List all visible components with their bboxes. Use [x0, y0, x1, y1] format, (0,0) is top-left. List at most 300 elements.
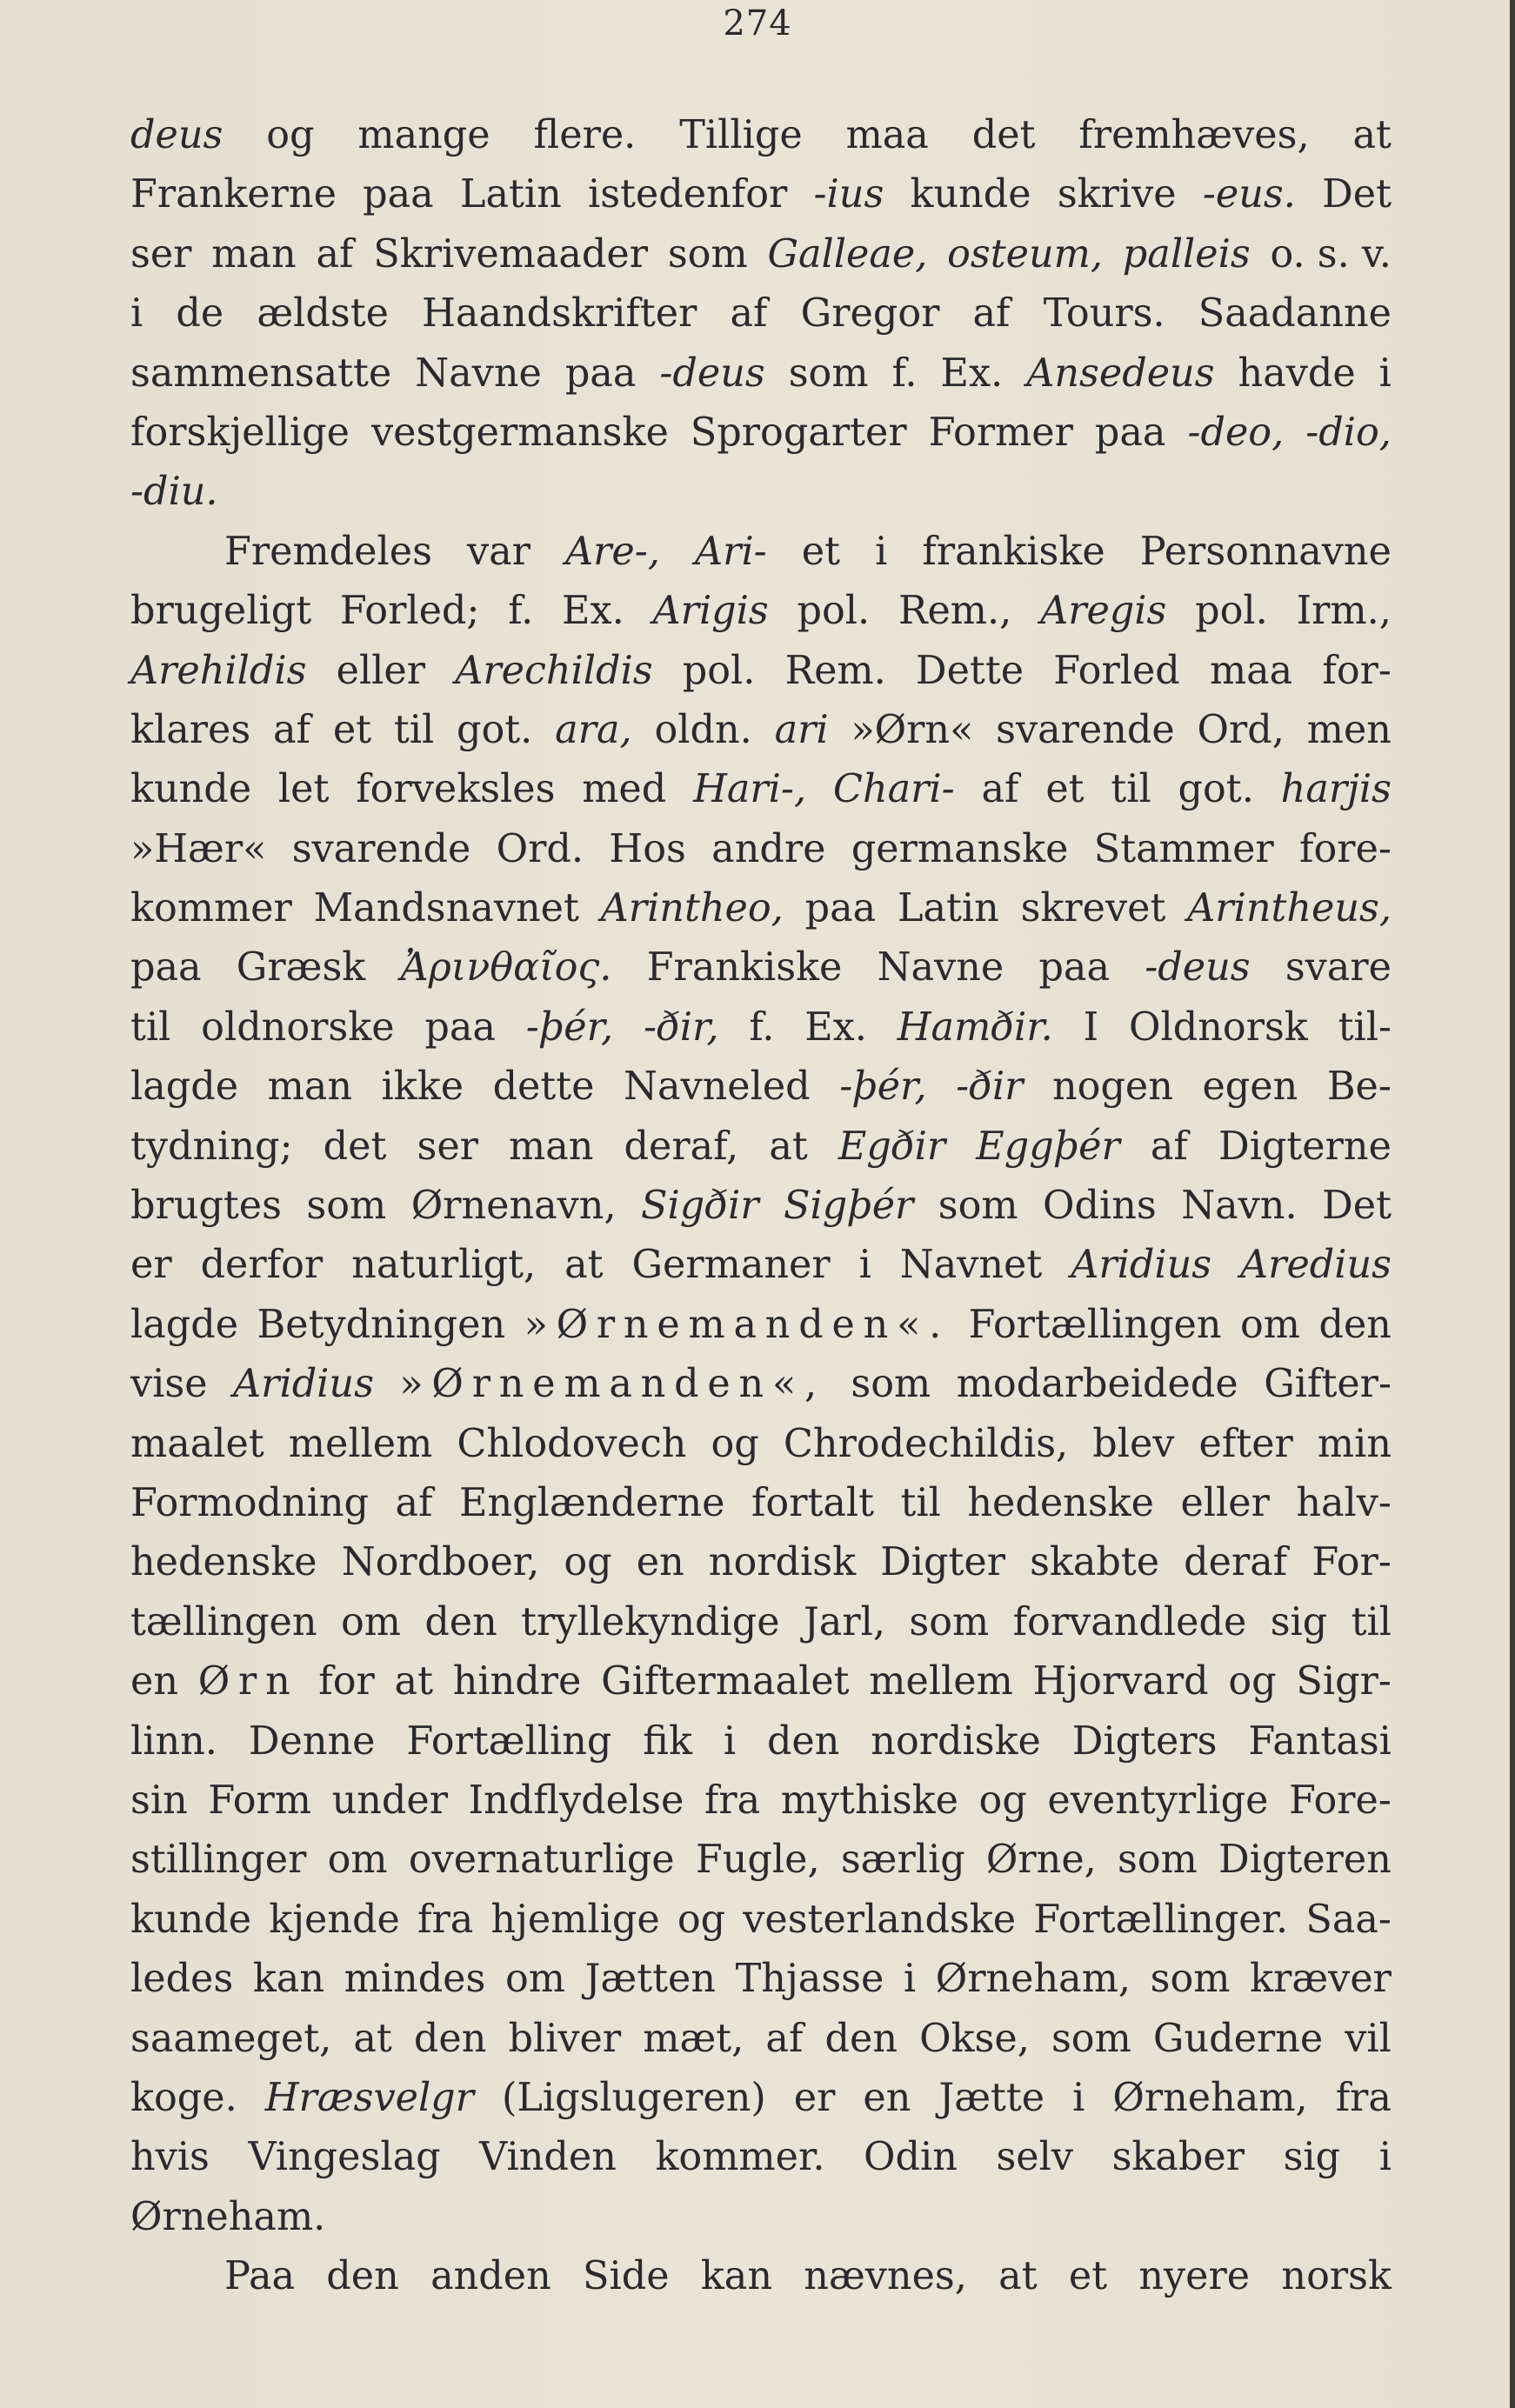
word: at — [769, 1124, 808, 1169]
word: nogen — [1052, 1064, 1173, 1110]
word: Irm., — [1296, 589, 1392, 634]
word: og — [564, 1540, 612, 1585]
word: Chari- — [832, 767, 955, 812]
word: var — [466, 529, 531, 574]
word: Haandskrifter — [422, 291, 697, 337]
word: klares — [130, 707, 251, 752]
word: paa — [130, 945, 202, 991]
word: om — [340, 1599, 401, 1644]
word: (Ligslugeren) — [501, 2075, 766, 2120]
word: Navne — [415, 350, 542, 396]
text-line — [130, 1296, 1392, 1355]
word: pol. — [797, 589, 871, 634]
word: norsk — [1281, 2254, 1392, 2299]
word: paa — [1094, 410, 1166, 455]
word: Fore- — [1289, 1778, 1392, 1823]
word: -dio, — [1305, 410, 1392, 455]
word: en — [863, 2075, 911, 2120]
text-line — [130, 879, 1392, 938]
text-line — [130, 2188, 1392, 2247]
word: svarende — [996, 707, 1175, 752]
word: Fantasi — [1248, 1718, 1392, 1764]
word: at — [394, 1659, 433, 1704]
word: got. — [457, 707, 533, 752]
word: Form — [208, 1778, 311, 1823]
word: til — [393, 707, 435, 752]
word: pol. — [1195, 589, 1268, 634]
word: Gregor — [800, 291, 940, 337]
word: Ord, — [1197, 707, 1285, 752]
word: sin — [130, 1778, 188, 1823]
word: efter — [1198, 1421, 1293, 1466]
word: af — [972, 291, 1011, 337]
word: af — [730, 291, 768, 337]
word: Ord. — [496, 826, 584, 871]
word: Fortællingen — [968, 1302, 1222, 1347]
word: deraf, — [624, 1124, 739, 1169]
text-line — [130, 225, 1392, 284]
text-line — [130, 760, 1392, 819]
word: halv- — [1296, 1480, 1392, 1525]
word: nordiske — [871, 1718, 1041, 1764]
word: Ex. — [804, 1004, 867, 1050]
word: det — [323, 1124, 387, 1169]
word: mindes — [344, 1957, 486, 2002]
word: den — [824, 2016, 898, 2061]
word: Guderne — [1152, 2016, 1324, 2061]
word: Jarl, — [803, 1599, 885, 1644]
word: -deus — [659, 350, 765, 396]
word: selv — [996, 2135, 1074, 2180]
word: som — [851, 1362, 931, 1407]
word: fik — [643, 1718, 692, 1764]
word: fore- — [1299, 826, 1392, 871]
word: egen — [1202, 1064, 1298, 1110]
word: skrive — [1057, 172, 1177, 217]
text-line — [130, 998, 1392, 1057]
word: o. s. v. — [1270, 231, 1392, 277]
word: Fortællinger. — [1033, 1897, 1289, 1942]
word: ældste — [257, 291, 389, 337]
word: Odins — [1043, 1184, 1157, 1229]
word: at — [564, 1243, 604, 1288]
text-line — [130, 1771, 1392, 1831]
text-line — [130, 284, 1392, 344]
word: til — [1111, 767, 1151, 812]
word: til — [130, 1004, 171, 1050]
page-edge-shadow — [1510, 0, 1515, 2408]
text-line — [130, 1117, 1392, 1177]
text-line — [130, 642, 1392, 701]
word: skaber — [1111, 2135, 1245, 2180]
word: -þér, — [839, 1064, 927, 1110]
word: linn. — [130, 1718, 217, 1764]
word: Arechildis — [455, 648, 653, 693]
word: naturligt, — [351, 1243, 537, 1288]
word: et — [1068, 2254, 1108, 2299]
word: derfor — [200, 1243, 324, 1288]
word: som — [1051, 2016, 1131, 2061]
word: Saa- — [1305, 1897, 1392, 1942]
word: nordisk — [708, 1540, 857, 1585]
word: brugtes — [130, 1184, 282, 1229]
word: eller — [336, 648, 426, 693]
word: paa — [1038, 945, 1110, 991]
word: Hari-, — [693, 767, 807, 812]
word: ser — [130, 231, 192, 277]
word: Hamðir. — [897, 1004, 1053, 1050]
word: af — [272, 707, 310, 752]
word: lagde — [130, 1064, 239, 1110]
word: Arehildis — [130, 648, 307, 693]
word: Digteren — [1218, 1838, 1392, 1883]
word: overnaturlige — [408, 1838, 675, 1883]
word: ikke — [381, 1064, 464, 1110]
word: af — [395, 1480, 433, 1525]
text-line — [130, 2247, 1392, 2306]
text-line — [130, 938, 1392, 997]
text-line — [130, 820, 1392, 879]
word: Saadanne — [1198, 291, 1392, 337]
word: i — [1378, 2135, 1392, 2180]
word: Det — [1322, 1184, 1392, 1229]
word: i — [903, 1957, 917, 2002]
word: frankiske — [922, 529, 1105, 574]
word: -deus — [1145, 945, 1251, 991]
word: »Ørn« — [851, 707, 974, 752]
word: Hræsvelgr — [264, 2075, 474, 2120]
word: maa — [845, 113, 929, 157]
word: og — [266, 113, 315, 157]
word: Vinden — [479, 2135, 617, 2180]
word: skrevet — [1020, 886, 1166, 931]
text-line — [130, 106, 1392, 165]
word: kommer — [130, 886, 292, 931]
word: Thjasse — [735, 1957, 884, 2002]
word: -ius — [813, 172, 884, 217]
word: stillinger — [130, 1838, 307, 1883]
word: om — [327, 1838, 388, 1883]
text-line — [130, 523, 1392, 582]
word: skabte — [1030, 1540, 1160, 1585]
word: -deo, — [1187, 410, 1285, 455]
word: Rem. — [784, 648, 886, 693]
word: paa — [804, 886, 877, 931]
word: ari — [774, 707, 829, 752]
word: bliver — [508, 2016, 622, 2061]
word: Germaner — [631, 1243, 831, 1288]
word: Tours. — [1043, 291, 1165, 337]
word: Mandsnavnet — [313, 886, 579, 931]
word: af — [316, 231, 354, 277]
text-line — [130, 1057, 1392, 1117]
word: Aridius — [1071, 1243, 1212, 1288]
word: tællingen — [130, 1599, 317, 1644]
word: hedenske — [130, 1540, 317, 1585]
word: Navnet — [899, 1243, 1043, 1288]
word: koge. — [130, 2075, 237, 2120]
word: i — [858, 1243, 871, 1288]
word: til- — [1338, 1004, 1392, 1050]
text-line — [130, 1474, 1392, 1533]
word: kunde — [130, 767, 252, 812]
word: Hos — [609, 826, 686, 871]
word: et — [332, 707, 372, 752]
word: Formodning — [130, 1480, 370, 1525]
word: Rem., — [898, 589, 1012, 634]
word: eller — [1180, 1480, 1270, 1525]
word: om — [1240, 1302, 1301, 1347]
word: for- — [1322, 648, 1392, 693]
word: kunde — [130, 1897, 252, 1942]
word: og — [978, 1778, 1027, 1823]
word: man — [211, 231, 297, 277]
word: havde — [1238, 350, 1356, 396]
word: palleis — [1122, 231, 1251, 277]
text-line — [130, 1177, 1392, 1236]
word: Jætte — [938, 2075, 1045, 2120]
word: Denne — [248, 1718, 376, 1764]
word: et — [801, 529, 841, 574]
word: som — [788, 350, 869, 396]
word: Englænderne — [459, 1480, 725, 1525]
word: Vingeslag — [248, 2135, 441, 2180]
word: kræver — [1250, 1957, 1392, 2002]
word: Navneled — [624, 1064, 811, 1110]
word: og — [1228, 1659, 1277, 1704]
word: Latin — [459, 172, 562, 217]
word: lagde — [130, 1302, 239, 1347]
word: som — [306, 1184, 387, 1229]
word: Skrivemaader — [373, 231, 649, 277]
word: Odin — [864, 2135, 958, 2180]
word: at — [1352, 113, 1392, 157]
word: de — [176, 291, 224, 337]
word: under — [331, 1778, 448, 1823]
word: den — [766, 1718, 840, 1764]
word: mellem — [869, 1659, 1013, 1704]
word: hjemlige — [491, 1897, 660, 1942]
word: sig — [1283, 2135, 1341, 2180]
word: »Ørnemanden«, — [399, 1362, 825, 1407]
word: er — [130, 1243, 172, 1288]
word: om — [504, 1957, 565, 2002]
word: af — [765, 2016, 804, 2061]
word: kan — [252, 1957, 324, 2002]
word: hedenske — [967, 1480, 1154, 1525]
word: Chrodechildis, — [783, 1421, 1069, 1466]
word: man — [267, 1064, 352, 1110]
text-line — [130, 1236, 1392, 1295]
word: Giftermaalet — [601, 1659, 850, 1704]
word: Fortælling — [406, 1718, 612, 1764]
word: i — [875, 529, 888, 574]
word: Sigðir — [641, 1184, 759, 1229]
word: nævnes, — [804, 2254, 967, 2299]
word: Arigis — [652, 589, 769, 634]
word: maa — [1209, 648, 1293, 693]
word: vestgermanske — [370, 410, 669, 455]
word: i — [130, 291, 143, 337]
word: sig — [1270, 1599, 1328, 1644]
word: istedenfor — [587, 172, 788, 217]
word: Det — [1322, 172, 1392, 217]
word: Eggþér — [976, 1124, 1120, 1169]
word: -diu. — [130, 470, 218, 515]
word: f. — [508, 589, 534, 634]
word: vise — [130, 1362, 208, 1407]
word: Chlodovech — [457, 1421, 687, 1466]
word: Arintheus, — [1187, 886, 1392, 931]
word: oldnorske — [201, 1004, 395, 1050]
word: til — [900, 1480, 941, 1525]
word: fra — [417, 1897, 474, 1942]
word: i — [723, 1718, 737, 1764]
word: kunde — [910, 172, 1031, 217]
word: Indflydelse — [468, 1778, 684, 1823]
word: fremhæves, — [1078, 113, 1310, 157]
word: Tillige — [679, 113, 803, 157]
word: den — [413, 2016, 487, 2061]
word: som — [667, 231, 748, 277]
word: som — [938, 1184, 1018, 1229]
word: i — [1378, 350, 1392, 396]
word: Digterne — [1218, 1124, 1392, 1169]
word: forveksles — [356, 767, 556, 812]
word: -ðir, — [643, 1004, 719, 1050]
word: ledes — [130, 1957, 234, 2002]
word: Former — [928, 410, 1073, 455]
word: til — [1351, 1599, 1392, 1644]
word: Sprogarter — [690, 410, 907, 455]
word: Galleae, — [767, 231, 928, 277]
text-line — [130, 701, 1392, 760]
text-line — [130, 2128, 1392, 2187]
text-line — [130, 1950, 1392, 2009]
word: Ørn — [197, 1659, 299, 1704]
word: paa — [363, 172, 434, 217]
word: Ørneham. — [130, 2194, 326, 2239]
word: Ex. — [940, 350, 1004, 396]
word: f. — [749, 1004, 775, 1050]
word: med — [582, 767, 667, 812]
word: f. — [891, 350, 918, 396]
word: Ansedeus — [1026, 350, 1215, 396]
word: Ørne, — [985, 1838, 1097, 1883]
word: tryllekyndige — [521, 1599, 780, 1644]
word: Egðir — [838, 1124, 946, 1169]
word: som — [1150, 1957, 1231, 2002]
word: eventyrlige — [1047, 1778, 1269, 1823]
word: Ørneham, — [935, 1957, 1131, 2002]
word: Sigþér — [784, 1184, 914, 1229]
word: den — [326, 2254, 399, 2299]
word: flere. — [533, 113, 637, 157]
word: mythiske — [780, 1778, 958, 1823]
word: fra — [704, 1778, 761, 1823]
word: man — [509, 1124, 594, 1169]
word: For- — [1311, 1540, 1392, 1585]
word: som — [1118, 1838, 1198, 1883]
word: svare — [1285, 945, 1392, 991]
word: en — [130, 1659, 178, 1704]
word: vesterlandske — [743, 1897, 1017, 1942]
word: Fugle, — [695, 1838, 820, 1883]
word: Sigr- — [1296, 1659, 1392, 1704]
word: nyere — [1138, 2254, 1251, 2299]
text-line — [130, 1533, 1392, 1592]
word: Latin — [897, 886, 999, 931]
word: Jætten — [584, 1957, 717, 2002]
word: for — [318, 1659, 375, 1704]
word: dette — [492, 1064, 595, 1110]
word: -ðir — [956, 1064, 1024, 1110]
word: Nordboer, — [341, 1540, 540, 1585]
word: oldn. — [654, 707, 752, 752]
word: andre — [711, 826, 826, 871]
word: saameget, — [130, 2016, 332, 2061]
word: Fremdeles — [224, 529, 432, 574]
word: »Ørnemanden«. — [524, 1302, 951, 1347]
word: Hjorvard — [1032, 1659, 1209, 1704]
word: Dette — [915, 648, 1024, 693]
word: Oldnorsk — [1129, 1004, 1308, 1050]
word: og — [677, 1897, 726, 1942]
word: Betydningen — [257, 1302, 506, 1347]
text-line — [130, 1712, 1392, 1771]
text-line — [130, 2069, 1392, 2128]
word: mellem — [288, 1421, 433, 1466]
word: Frankerne — [130, 172, 337, 217]
word: Ari- — [695, 529, 767, 574]
word: Frankiske — [646, 945, 843, 991]
word: Aredius — [1240, 1243, 1392, 1288]
word: Personnavne — [1139, 529, 1392, 574]
word: forskjellige — [130, 410, 350, 455]
word: er — [793, 2075, 836, 2120]
word: deus — [130, 113, 224, 157]
word: Ex. — [562, 589, 624, 634]
word: Navn. — [1181, 1184, 1298, 1229]
word: mange — [357, 113, 491, 157]
word: let — [277, 767, 330, 812]
word: ser — [417, 1124, 478, 1169]
word: harjis — [1280, 767, 1392, 812]
word: »Hær« — [130, 826, 267, 871]
word: af — [1150, 1124, 1188, 1169]
word: men — [1306, 707, 1392, 752]
word: ara, — [555, 707, 632, 752]
word: min — [1317, 1421, 1392, 1466]
word: vil — [1345, 2016, 1392, 2061]
word: germanske — [851, 826, 1069, 871]
word: Ἀρινθαῖος. — [400, 945, 612, 991]
word: af — [981, 767, 1019, 812]
word: Okse, — [919, 2016, 1030, 2061]
word: Forled — [1053, 648, 1180, 693]
word: det — [971, 113, 1036, 157]
word: Aregis — [1040, 589, 1167, 634]
word: Gifter- — [1264, 1362, 1392, 1407]
word: tydning; — [130, 1124, 293, 1169]
word: en — [636, 1540, 684, 1585]
word: kjende — [269, 1897, 400, 1942]
text-line — [130, 1831, 1392, 1890]
word: fra — [1335, 2075, 1392, 2120]
word: Digters — [1071, 1718, 1218, 1764]
word: Arintheo, — [600, 886, 784, 931]
word: paa — [424, 1004, 496, 1050]
